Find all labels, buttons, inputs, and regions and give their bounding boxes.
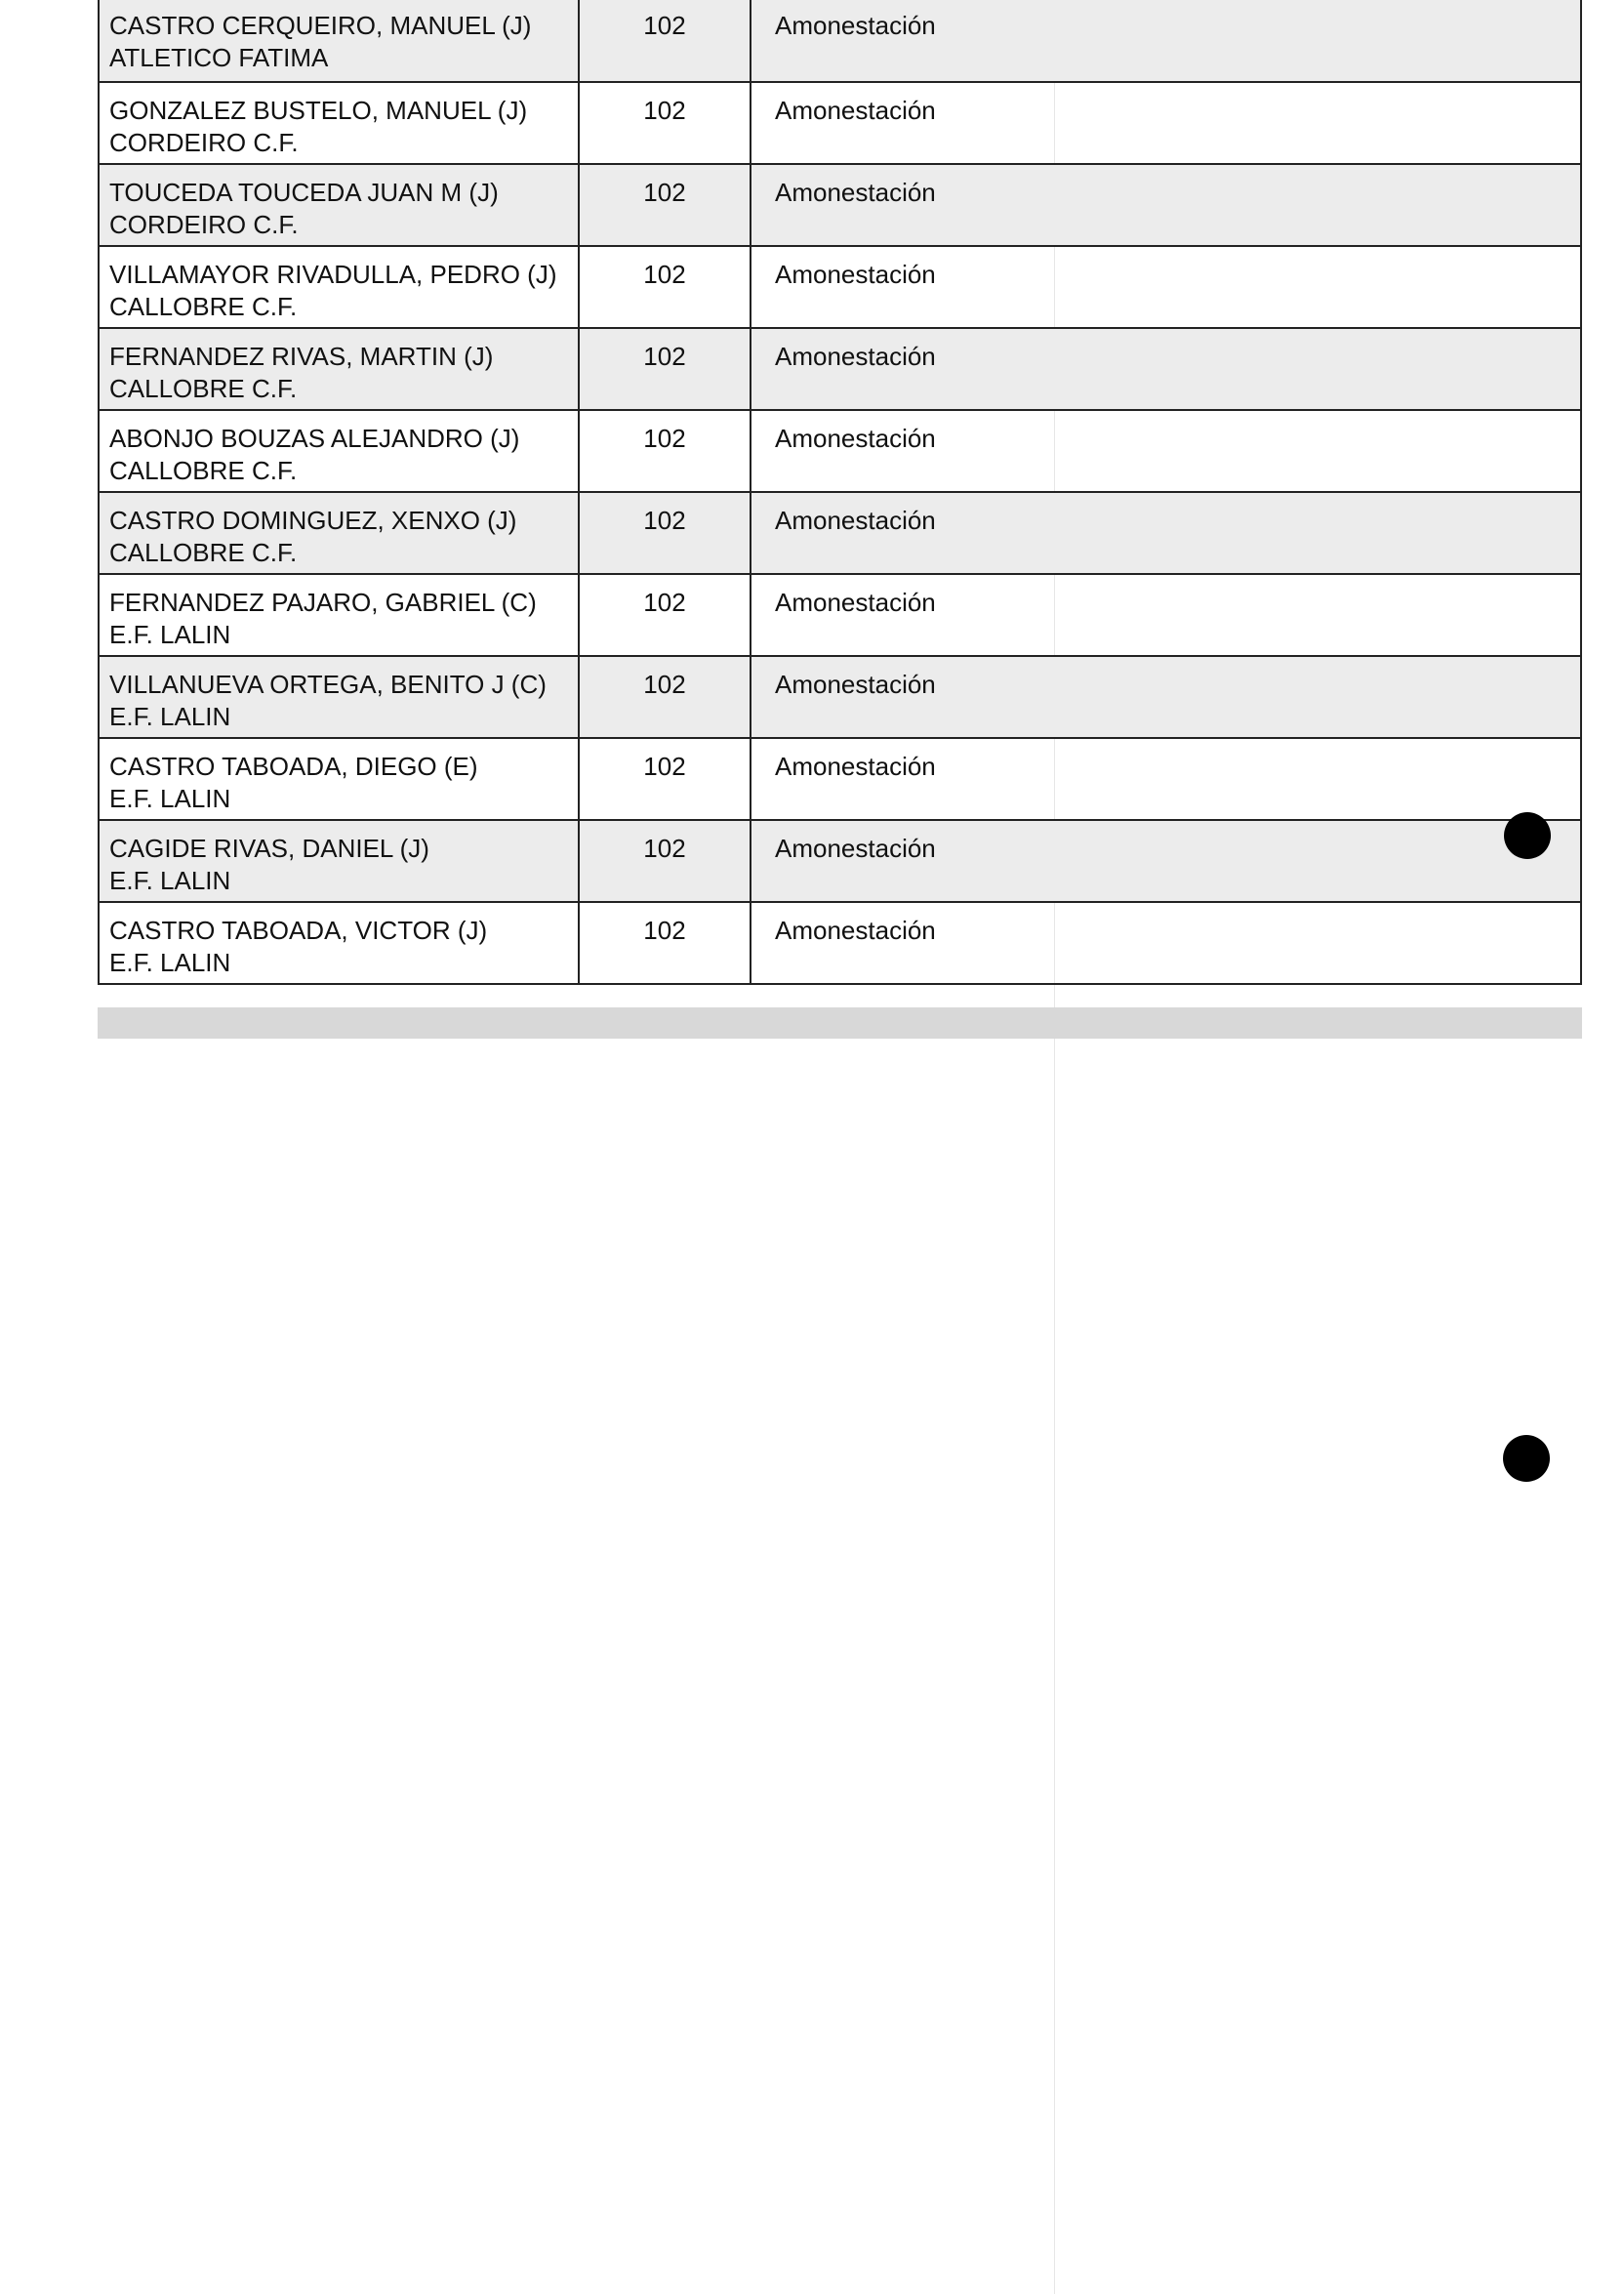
player-cell [99,82,579,164]
table-row [99,410,1581,492]
club-name: CALLOBRE C.F. [109,292,298,321]
player-cell [99,246,579,328]
player-cell [99,328,579,410]
punch-hole-mark [1504,812,1551,859]
player-name: VILLAMAYOR RIVADULLA, PEDRO (J) [109,260,557,289]
player-name: CASTRO TABOADA, DIEGO (E) [109,752,478,781]
club-name: CORDEIRO C.F. [109,128,299,157]
player-name: CASTRO TABOADA, VICTOR (J) [109,916,488,945]
article-code: 102 [579,246,751,328]
article-code: 102 [579,574,751,656]
article-code: 102 [579,410,751,492]
club-name: E.F. LALIN [109,784,231,813]
player-cell [99,574,579,656]
table-row [99,82,1581,164]
punch-hole-mark [1503,1435,1550,1482]
club-name: E.F. LALIN [109,948,231,977]
player-name: FERNANDEZ RIVAS, MARTIN (J) [109,342,494,371]
table-row [99,656,1581,738]
table-footer-band [98,1007,1582,1039]
table-row [99,574,1581,656]
article-code: 102 [579,0,751,82]
player-name: CAGIDE RIVAS, DANIEL (J) [109,834,429,863]
player-name: VILLANUEVA ORTEGA, BENITO J (C) [109,670,547,699]
table-row [99,820,1581,902]
player-cell [99,0,579,82]
sanction-type: Amonestación [751,410,1581,492]
sanction-type: Amonestación [751,82,1581,164]
article-code: 102 [579,656,751,738]
sanction-type: Amonestación [751,902,1581,984]
player-cell [99,164,579,246]
article-code: 102 [579,328,751,410]
club-name: E.F. LALIN [109,702,231,731]
sanction-type: Amonestación [751,820,1581,902]
player-cell [99,820,579,902]
table-row [99,902,1581,984]
sanction-type: Amonestación [751,246,1581,328]
player-cell [99,492,579,574]
article-code: 102 [579,82,751,164]
article-code: 102 [579,492,751,574]
player-cell [99,656,579,738]
club-name: CALLOBRE C.F. [109,538,298,567]
player-name: CASTRO DOMINGUEZ, XENXO (J) [109,506,517,535]
sanction-type: Amonestación [751,492,1581,574]
sanction-type: Amonestación [751,328,1581,410]
player-name: GONZALEZ BUSTELO, MANUEL (J) [109,96,528,125]
article-code: 102 [579,164,751,246]
club-name: CALLOBRE C.F. [109,374,298,403]
table-row [99,492,1581,574]
sanction-type: Amonestación [751,0,1581,82]
sanction-type: Amonestación [751,574,1581,656]
article-code: 102 [579,820,751,902]
player-cell [99,410,579,492]
table-row [99,0,1581,82]
table-row [99,246,1581,328]
player-name: CASTRO CERQUEIRO, MANUEL (J) [109,11,532,40]
table-row [99,328,1581,410]
article-code: 102 [579,902,751,984]
table-row [99,738,1581,820]
player-cell [99,738,579,820]
player-name: TOUCEDA TOUCEDA JUAN M (J) [109,178,499,207]
table-row [99,164,1581,246]
club-name: E.F. LALIN [109,620,231,649]
sanction-type: Amonestación [751,164,1581,246]
article-code: 102 [579,738,751,820]
player-name: ABONJO BOUZAS ALEJANDRO (J) [109,424,520,453]
club-name: CALLOBRE C.F. [109,456,298,485]
club-name: E.F. LALIN [109,866,231,895]
sanctions-table [98,0,1582,985]
sanction-type: Amonestación [751,656,1581,738]
club-name: CORDEIRO C.F. [109,210,299,239]
sanction-type: Amonestación [751,738,1581,820]
player-cell [99,902,579,984]
player-name: FERNANDEZ PAJARO, GABRIEL (C) [109,588,537,617]
club-name: ATLETICO FATIMA [109,43,329,72]
